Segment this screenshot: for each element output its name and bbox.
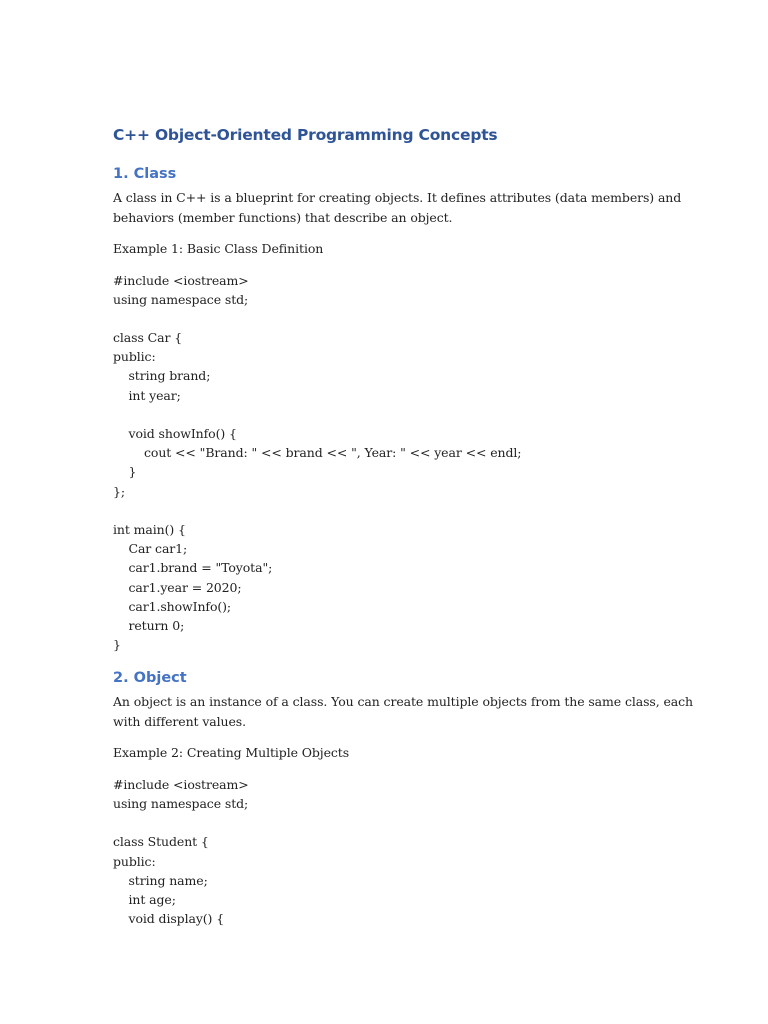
code-block [113,775,708,929]
example-label: Example 2: Creating Multiple Objects [113,745,350,761]
code-line: } [113,637,121,653]
code-line: int year; [113,387,181,403]
example-label: Example 1: Basic Class Definition [113,241,324,256]
code-line: #include <iostream> [113,272,249,288]
code-line [113,813,708,832]
code-line: }; [113,483,125,499]
code-line: using namespace std; [113,291,249,307]
code-line: public: [113,853,156,869]
section-object [113,668,708,928]
code-line: car1.year = 2020; [113,579,242,595]
section-class [113,164,708,654]
code-line: } [113,464,137,480]
code-line [113,405,708,424]
section-heading: 2. Object [113,670,187,687]
code-line [113,309,708,328]
code-line: public: [113,349,156,365]
code-line: int age; [113,891,176,907]
code-line: car1.showInfo(); [113,598,232,614]
code-line: #include <iostream> [113,776,249,792]
code-line: void showInfo() { [113,426,237,441]
code-line: string brand; [113,368,211,384]
page-title: C++ Object-Oriented Programming Concepts [113,126,498,144]
code-line: Car car1; [113,541,188,557]
section-paragraph: An object is an instance of a class. You can create multiple objects from the same class, each with different values. [113,694,693,729]
code-line: class Student { [113,834,209,850]
code-line: using namespace std; [113,795,249,811]
code-line: car1.brand = "Toyota"; [113,560,273,576]
code-line: cout << "Brand: " << brand << ", Year: " << year << endl; [113,445,522,461]
code-line: void display() { [113,911,225,927]
section-paragraph: A class in C++ is a blueprint for creating objects. It defines attributes (data members) and behaviors (member functions) that describe an object. [113,190,682,225]
code-block [113,271,708,655]
code-line: class Car { [113,330,183,346]
code-line [113,501,708,520]
section-heading: 1. Class [113,166,177,182]
code-line: int main() { [113,521,186,537]
code-line: return 0; [113,617,185,633]
code-line: string name; [113,872,208,888]
